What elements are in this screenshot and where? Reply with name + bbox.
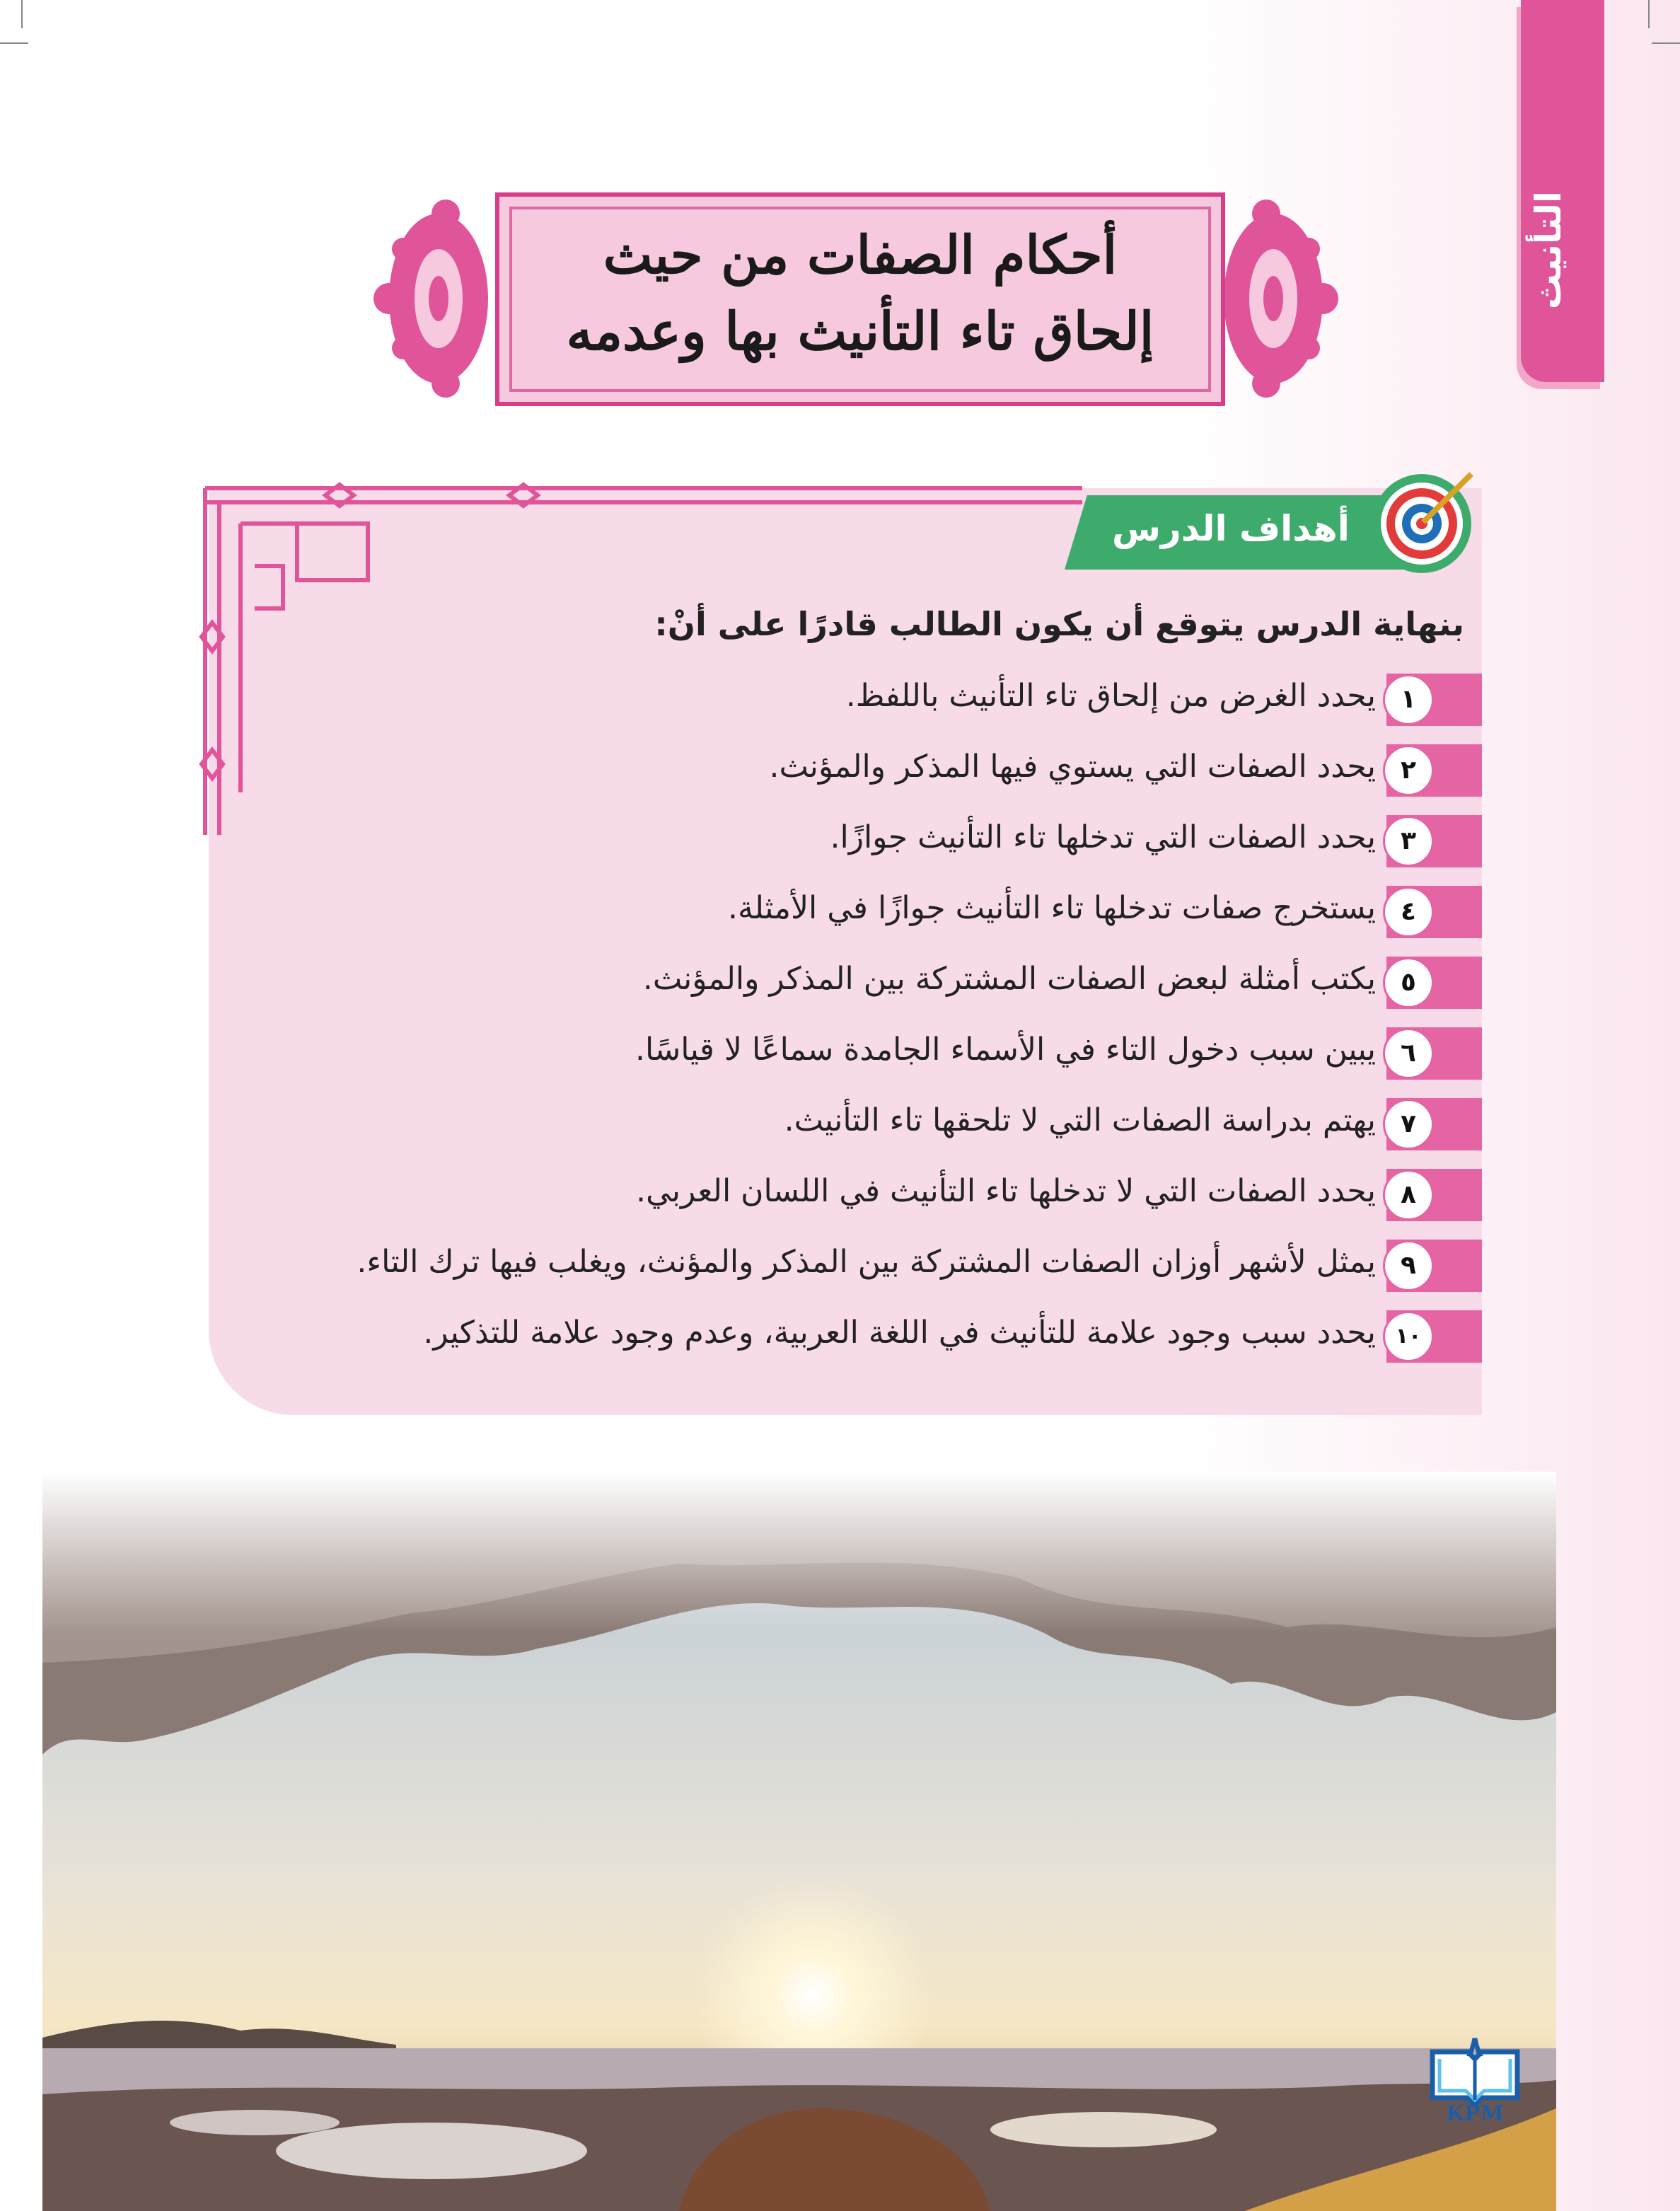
objective-number: ٤ (1383, 887, 1434, 937)
title-line-1: أحكام الصفات من حيث (603, 225, 1118, 286)
objective-number: ٩ (1383, 1240, 1434, 1291)
objective-number: ٧ (1383, 1099, 1434, 1150)
crop-mark (1648, 0, 1650, 28)
objective-text: يحدد سبب وجود علامة للتأنيث في اللغة العربية، وعدم وجود علامة للتذكير. (423, 1315, 1376, 1351)
objective-text: يكتب أمثلة لبعض الصفات المشتركة بين المذكر والمؤنث. (642, 961, 1376, 997)
title-banner (495, 192, 1225, 406)
target-icon (1365, 460, 1485, 580)
crop-mark (21, 0, 23, 28)
objective-text: يحدد الصفات التي لا تدخلها تاء التأنيث في اللسان العربي. (636, 1173, 1376, 1209)
crop-mark (0, 42, 28, 44)
objective-text: يحدد الصفات التي تدخلها تاء التأنيث جوازًا. (830, 819, 1376, 855)
objective-number: ٥ (1383, 957, 1434, 1008)
objective-number: ٣ (1383, 816, 1434, 867)
objective-number: ١ (1383, 674, 1434, 725)
objective-number: ٢ (1383, 745, 1434, 796)
objectives-intro: بنهاية الدرس يتوقع أن يكون الطالب قادرًا على أنْ: (654, 605, 1464, 643)
title-line-2: إلحاق تاء التأنيث بها وعدمه (566, 301, 1154, 362)
ornament-left-icon (361, 185, 502, 412)
objective-text: يمثل لأشهر أوزان الصفات المشتركة بين المذكر والمؤنث، ويغلب فيها ترك التاء. (357, 1244, 1376, 1280)
decorative-frame (198, 481, 1089, 849)
publisher-name: KPM (1446, 2101, 1504, 2126)
ornament-right-icon (1210, 185, 1351, 412)
objective-number: ٨ (1383, 1170, 1434, 1220)
objectives-header: أهداف الدرس (1112, 508, 1350, 549)
objective-text: يهتم بدراسة الصفات التي لا تلحقها تاء التأنيث. (784, 1102, 1376, 1138)
sunrise-coast-photo (42, 1472, 1556, 2211)
chapter-side-label: التأنيث (1528, 191, 1569, 310)
objective-text: يستخرج صفات تدخلها تاء التأنيث جوازًا في الأمثلة. (727, 890, 1376, 926)
objective-text: يحدد الصفات التي يستوي فيها المذكر والمؤنث. (769, 749, 1376, 785)
objective-text: يحدد الغرض من إلحاق تاء التأنيث باللفظ. (845, 678, 1376, 714)
page-number: ٨ (1466, 2031, 1484, 2063)
objective-number: ١٠ (1383, 1311, 1434, 1362)
objective-number: ٦ (1383, 1028, 1434, 1079)
crop-mark (1652, 42, 1680, 44)
objective-text: يبين سبب دخول التاء في الأسماء الجامدة سماعًا لا قياسًا. (635, 1032, 1376, 1068)
